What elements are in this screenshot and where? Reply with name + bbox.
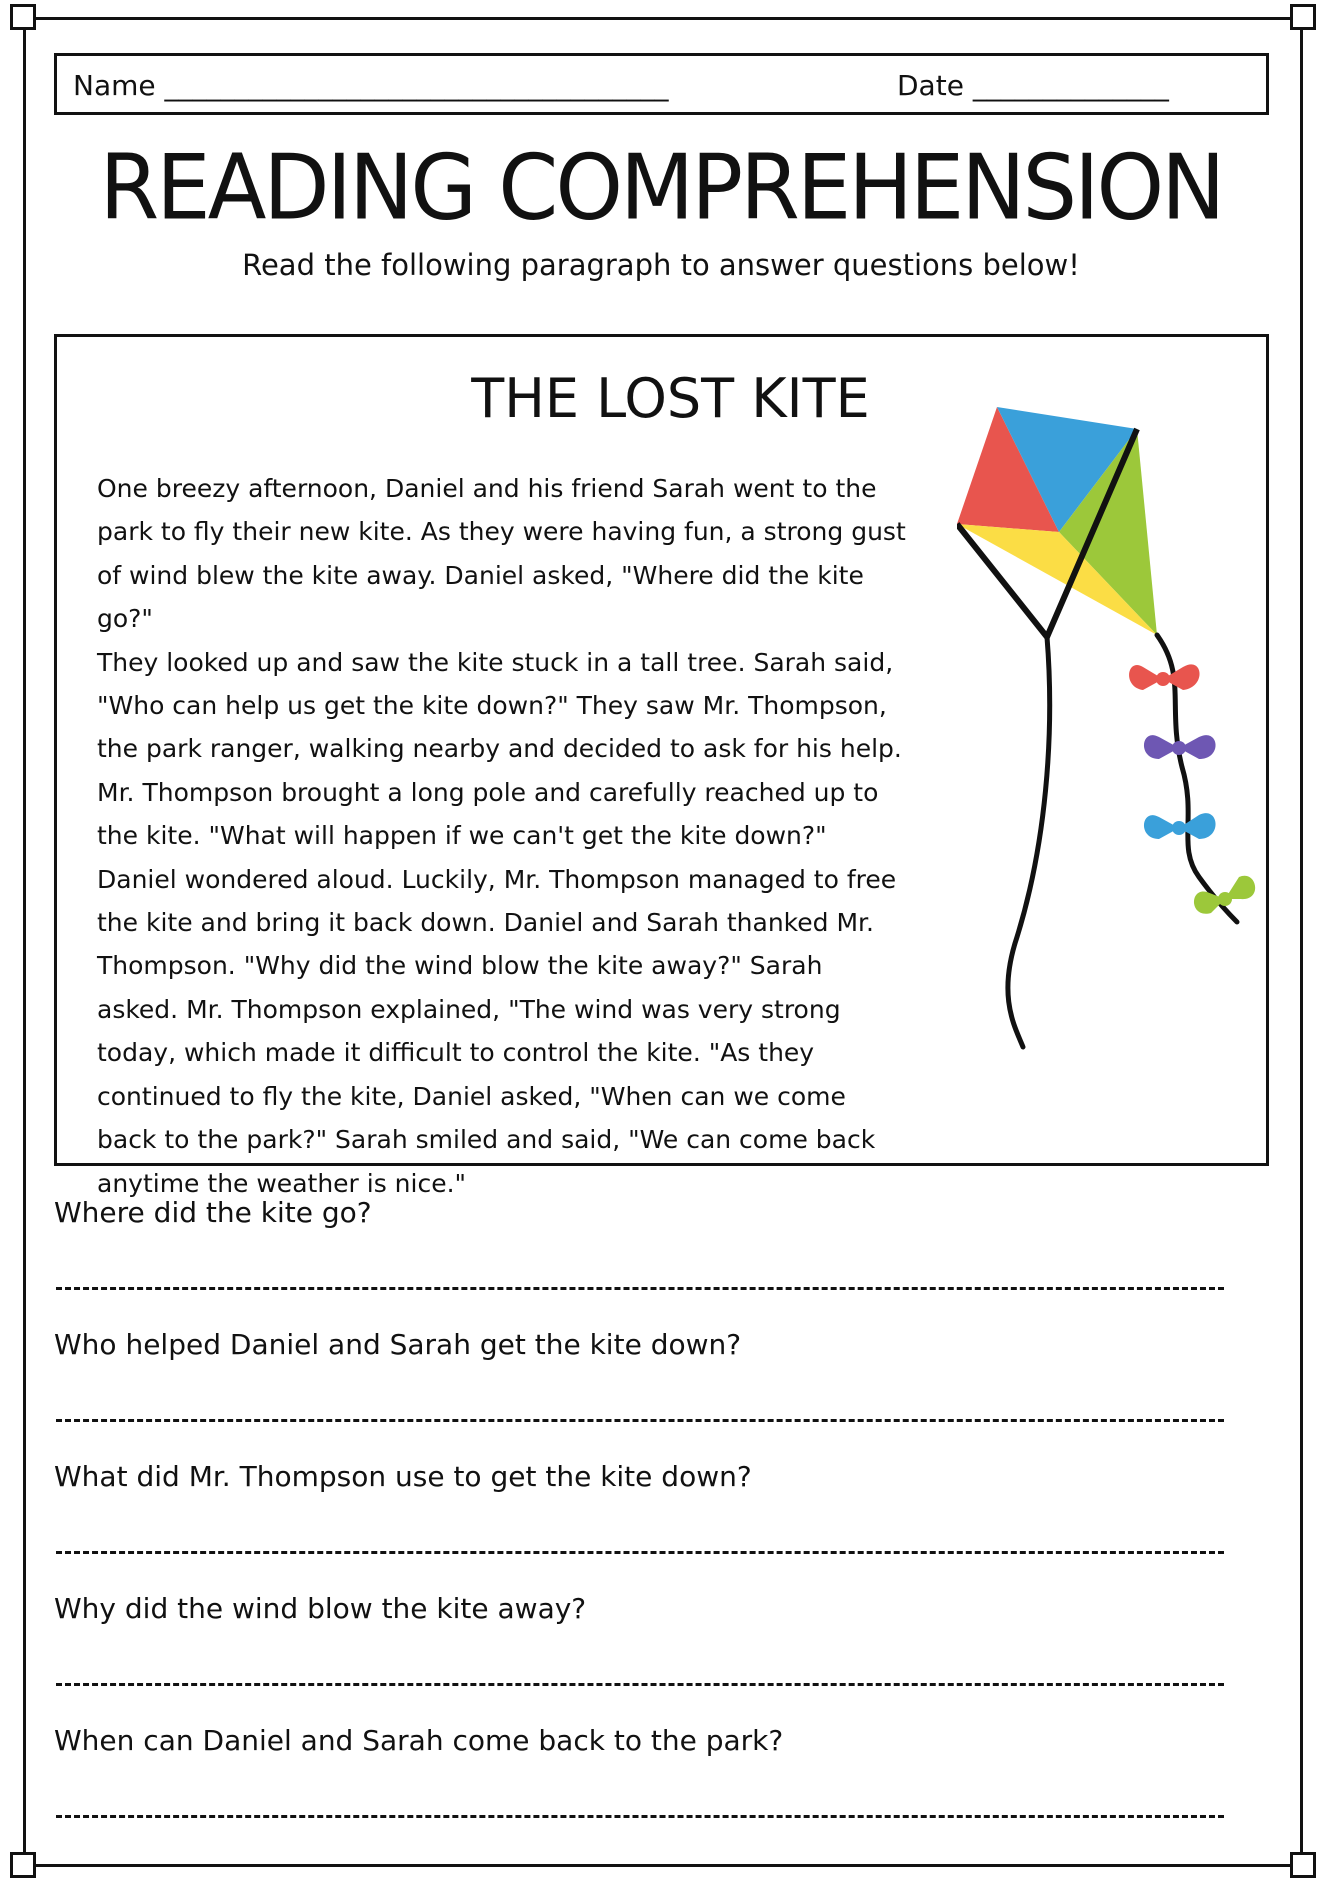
questions-section bbox=[54, 1196, 1234, 1856]
story-box bbox=[54, 334, 1269, 1198]
question-text: What did Mr. Thompson use to get the kite down? bbox=[54, 1460, 752, 1493]
date-field[interactable]: Date ______________ bbox=[897, 69, 1169, 102]
page-title: READING COMPREHENSION bbox=[99, 135, 1223, 241]
question-item bbox=[54, 1592, 1234, 1724]
corner-square bbox=[1290, 1852, 1316, 1878]
kite-string bbox=[1008, 637, 1050, 1047]
corner-square bbox=[10, 1852, 36, 1878]
bow-icon bbox=[1129, 664, 1199, 690]
kite-icon bbox=[957, 407, 1257, 1107]
name-date-box bbox=[54, 53, 1269, 115]
answer-line[interactable] bbox=[56, 1287, 1224, 1290]
corner-square bbox=[1290, 4, 1316, 30]
answer-line[interactable] bbox=[56, 1419, 1224, 1422]
answer-line[interactable] bbox=[56, 1551, 1224, 1554]
story-text bbox=[97, 467, 907, 1205]
answer-line[interactable] bbox=[56, 1683, 1224, 1686]
question-item bbox=[54, 1328, 1234, 1460]
question-item bbox=[54, 1196, 1234, 1328]
name-field[interactable]: Name ____________________________________ bbox=[73, 69, 669, 102]
bow-icon bbox=[1144, 813, 1216, 839]
question-item bbox=[54, 1460, 1234, 1592]
page-subtitle: Read the following paragraph to answer questions below! bbox=[242, 248, 1080, 282]
question-item bbox=[54, 1724, 1234, 1856]
story-title: THE LOST KITE bbox=[471, 367, 870, 430]
question-text: Why did the wind blow the kite away? bbox=[54, 1592, 587, 1625]
question-text: Where did the kite go? bbox=[54, 1196, 372, 1229]
corner-square bbox=[10, 4, 36, 30]
question-text: When can Daniel and Sarah come back to the park? bbox=[54, 1724, 784, 1757]
question-text: Who helped Daniel and Sarah get the kite down? bbox=[54, 1328, 742, 1361]
story-paragraph: They looked up and saw the kite stuck in a tall tree. Sarah said, "Who can help us get the kite down?" They saw Mr. Thompson, the park ranger, walking nearby and decided to ask for his help. Mr. Thompson brought a long pole and carefully reached up to the kite. "What will happen if we can't get the kite down?" Daniel wondered aloud. Luckily, Mr. Thompson managed to free the kite and bring it back down. Daniel and Sarah thanked Mr. Thompson. "Why did the wind blow the kite away?" Sarah asked. Mr. Thompson explained, "The wind was very strong today, which made it difficult to control the kite. "As they continued to fly the kite, Daniel asked, "When can we come back to the park?" Sarah smiled and said, "We can come back anytime the weather is nice." bbox=[97, 647, 902, 1198]
story-paragraph: One breezy afternoon, Daniel and his friend Sarah went to the park to fly their new kite. As they were having fun, a strong gust of wind blew the kite away. Daniel asked, "Where did the kite go?" bbox=[97, 474, 906, 634]
answer-line[interactable] bbox=[56, 1815, 1224, 1818]
